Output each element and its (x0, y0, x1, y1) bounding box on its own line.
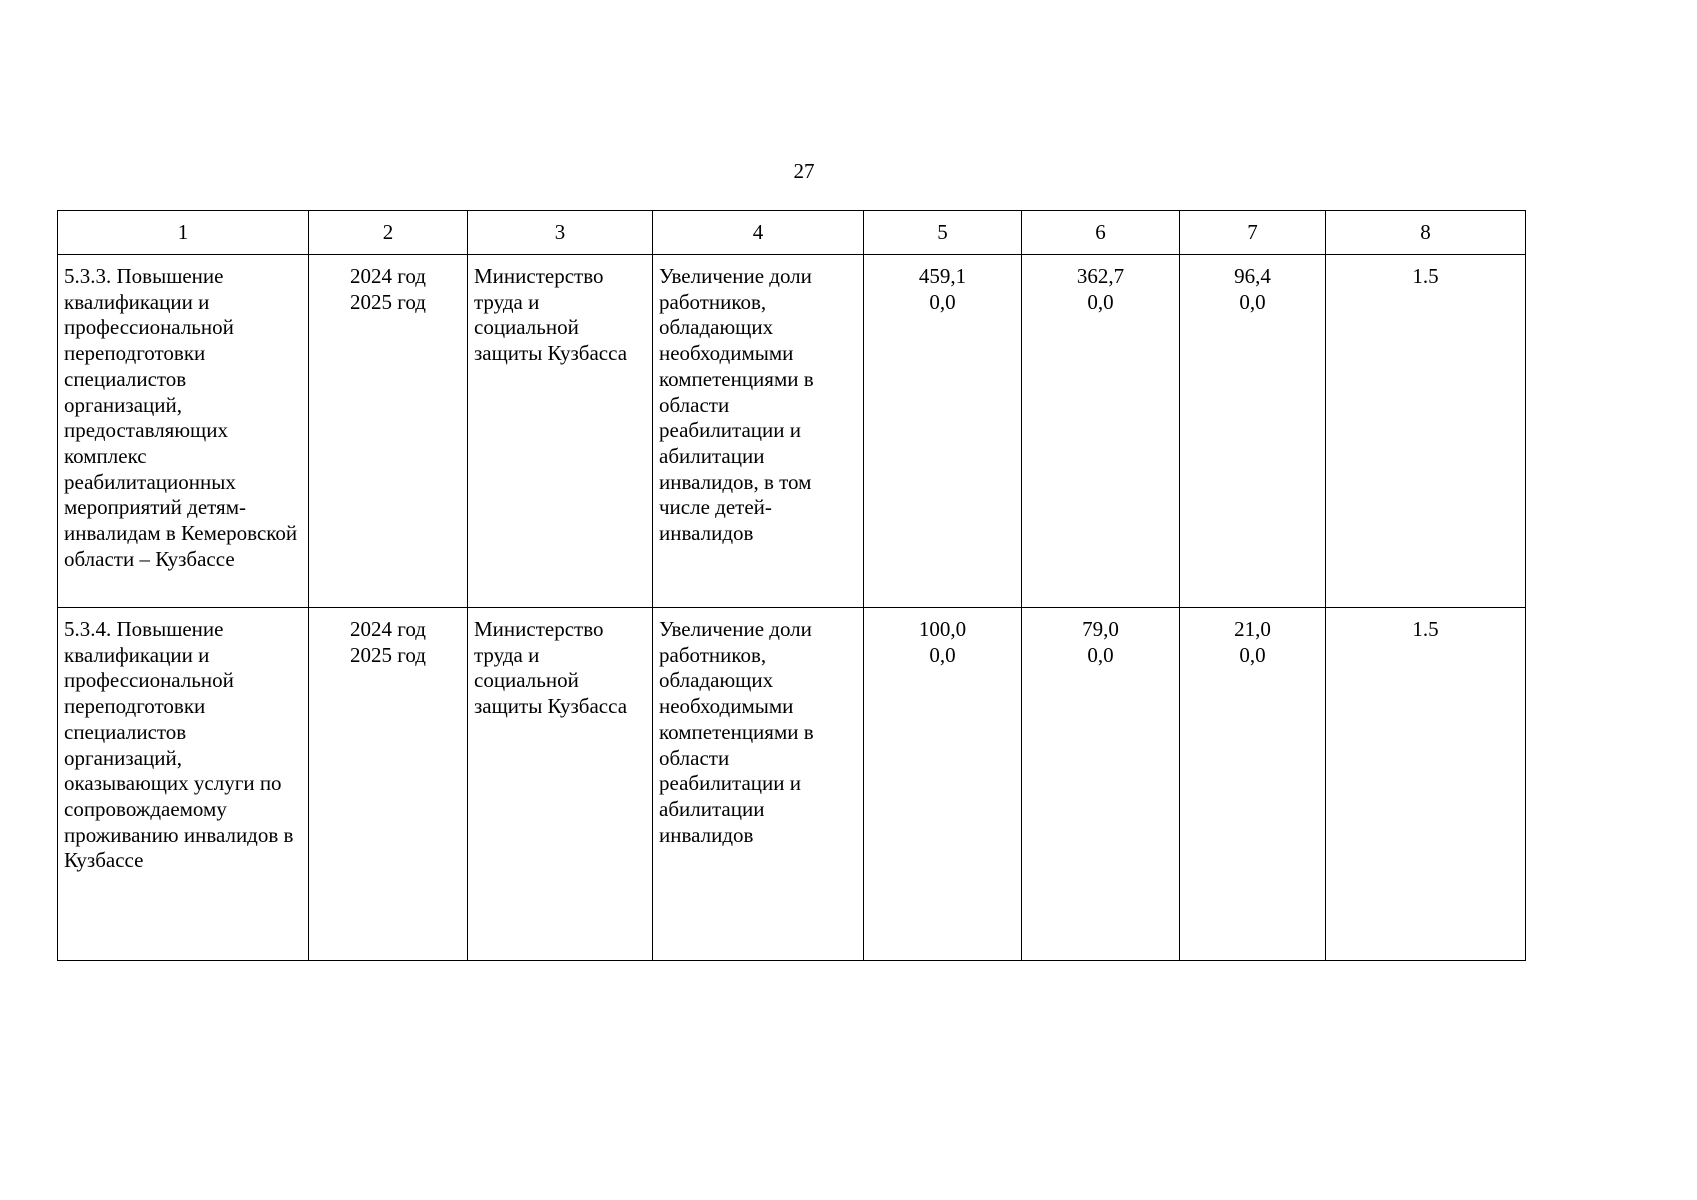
col8-cell: 1.5 (1326, 608, 1526, 961)
page-number: 27 (793, 159, 815, 183)
year-value: 2025 год (350, 642, 426, 667)
amount-value: 100,0 (918, 617, 967, 641)
executor-cell: Министерство труда и социальной защиты Кузбасса (468, 608, 653, 961)
header-row (58, 211, 1526, 255)
amount-value: 21,0 (1234, 617, 1271, 641)
col6-cell (1022, 608, 1180, 961)
executor-cell: Министерство труда и социальной защиты Кузбасса (468, 255, 653, 608)
col5-cell (864, 608, 1022, 961)
header-cell-8: 8 (1326, 211, 1526, 255)
col6-cell (1022, 255, 1180, 608)
result-cell: Увеличение доли работников, обладающих необходимыми компетенциями в области реабилитации и абилитации инвалидов (653, 608, 864, 961)
amount-value: 0,0 (1087, 289, 1114, 314)
amount-value: 0,0 (929, 289, 956, 314)
col8-cell: 1.5 (1326, 255, 1526, 608)
table-row (58, 255, 1526, 608)
years-cell (309, 608, 468, 961)
col5-cell (864, 255, 1022, 608)
amount-value: 459,1 (918, 264, 967, 288)
amount-value: 0,0 (1239, 642, 1266, 667)
year-value: 2024 год (350, 264, 426, 288)
amount-value: 79,0 (1082, 617, 1119, 641)
header-cell-7: 7 (1180, 211, 1326, 255)
result-cell: Увеличение доли работников, обладающих необходимыми компетенциями в области реабилитации и абилитации инвалидов, в том числе детей-инвалидов (653, 255, 864, 608)
amount-value: 362,7 (1076, 264, 1125, 288)
col7-cell (1180, 255, 1326, 608)
table-row (58, 608, 1526, 961)
amount-value: 0,0 (929, 642, 956, 667)
amount-value: 0,0 (1087, 642, 1114, 667)
measures-table (57, 210, 1526, 961)
header-cell-3: 3 (468, 211, 653, 255)
measure-name-cell: 5.3.3. Повышение квалификации и профессиональной переподготовки специалистов организаций, предоставляющих комплекс реабилитационных мероприятий детям-инвалидам в Кемеровской области – Кузбассе (58, 255, 309, 608)
years-cell (309, 255, 468, 608)
header-cell-5: 5 (864, 211, 1022, 255)
header-cell-4: 4 (653, 211, 864, 255)
measure-name-cell: 5.3.4. Повышение квалификации и профессиональной переподготовки специалистов организаций, оказывающих услуги по сопровождаемому проживанию инвалидов в Кузбассе (58, 608, 309, 961)
year-value: 2024 год (350, 617, 426, 641)
header-cell-2: 2 (309, 211, 468, 255)
header-cell-1: 1 (58, 211, 309, 255)
header-cell-6: 6 (1022, 211, 1180, 255)
amount-value: 96,4 (1234, 264, 1271, 288)
amount-value: 0,0 (1239, 289, 1266, 314)
year-value: 2025 год (350, 289, 426, 314)
col7-cell (1180, 608, 1326, 961)
